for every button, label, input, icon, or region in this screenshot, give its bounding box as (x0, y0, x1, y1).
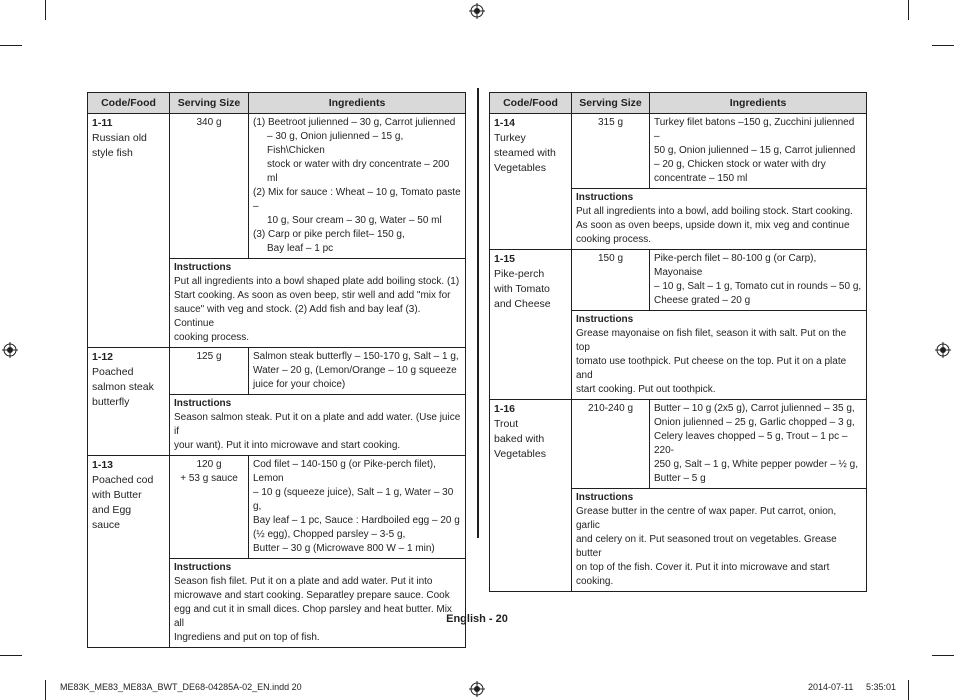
instructions-line: cooking process. (576, 234, 652, 245)
crop-mark (0, 45, 22, 46)
serving-size-cell (572, 400, 650, 489)
ingredient-line: – 20 g, Chicken stock or water with dry (654, 159, 826, 170)
instructions-line: Put all ingredients into a bowl shaped plate add boiling stock. (1) (174, 276, 460, 287)
instructions-line: start cooking. Put out toothpick. (576, 384, 716, 395)
instructions-label: Instructions (174, 398, 232, 409)
recipe-name-line: and Cheese (494, 298, 551, 310)
instructions-line: Grease butter in the centre of wax paper. Put carrot, onion, garlic (576, 506, 837, 531)
header-code-food: Code/Food (490, 93, 572, 114)
recipe-row (88, 114, 466, 259)
ingredient-line: Celery leaves chopped – 5 g, Trout – 1 pc – 220- (654, 431, 848, 456)
recipe-row (88, 348, 466, 395)
header-serving-size: Serving Size (170, 93, 249, 114)
recipe-code-cell (88, 114, 170, 348)
serving-size-line: + 53 g sauce (180, 473, 238, 484)
ingredient-line: – 30 g, Onion julienned – 15 g, Fish\Chicken (267, 131, 404, 156)
crop-mark (45, 0, 46, 20)
registration-mark-icon (469, 3, 485, 19)
instructions-cell (170, 559, 466, 648)
instructions-line: your want). Put it into microwave and start cooking. (174, 440, 401, 451)
recipe-rows (490, 114, 867, 592)
instructions-cell (170, 395, 466, 456)
table-header-row (88, 93, 466, 114)
instructions-label: Instructions (576, 492, 634, 503)
instructions-cell (572, 311, 867, 400)
instructions-line: and celery on it. Put seasoned trout on vegetables. Grease butter (576, 534, 837, 559)
recipe-name-line: Turkey (494, 132, 526, 144)
recipe-code-cell (490, 250, 572, 400)
serving-size-cell (572, 114, 650, 189)
recipe-name-line: Trout (494, 418, 519, 430)
ingredient-line: Butter – 30 g (Microwave 800 W – 1 min) (253, 543, 435, 554)
ingredient-line: 50 g, Onion julienned – 15 g, Carrot julienned (654, 145, 856, 156)
instructions-line: cooking process. (174, 332, 250, 343)
ingredient-line: (1) Beetroot julienned – 30 g, Carrot julienned (253, 117, 456, 128)
recipe-name-line: Poached (92, 366, 134, 378)
crop-mark (932, 655, 954, 656)
recipe-code: 1-11 (92, 117, 113, 129)
instructions-cell (572, 189, 867, 250)
instructions-label: Instructions (576, 192, 634, 203)
recipe-name-line: Poached cod (92, 474, 154, 486)
serving-size-line: 210-240 g (587, 403, 634, 414)
slug-filename: ME83K_ME83_ME83A_BWT_DE68-04285A-02_EN.indd 20 (60, 682, 302, 692)
column-divider (477, 88, 479, 538)
recipe-name-line: sauce (92, 519, 121, 531)
slug-date: 2014-07-11 (808, 682, 854, 692)
recipe-code: 1-13 (92, 459, 114, 471)
instructions-line: sauce" with veg and stock. (2) Add fish and bay leaf (3). Continue (174, 304, 421, 329)
instructions-line: egg and cut it in small dices. Chop parsley and heat butter. Mix all (174, 604, 452, 629)
header-serving-size: Serving Size (572, 93, 650, 114)
ingredients-cell (650, 250, 867, 311)
instructions-line: Season salmon steak. Put it on a plate and add water. (Use juice if (174, 412, 461, 437)
ingredients-cell (650, 400, 867, 489)
header-code-food: Code/Food (88, 93, 170, 114)
ingredient-line: – 10 g (squeeze juice), Salt – 1 g, Water – 30 g, (253, 487, 454, 512)
recipe-code-cell (490, 400, 572, 592)
table-header-row (490, 93, 867, 114)
ingredient-line: Salmon steak butterfly – 150-170 g, Salt – 1 g, (253, 351, 459, 362)
recipe-row (490, 250, 867, 311)
ingredient-line: 10 g, Sour cream – 30 g, Water – 50 ml (267, 215, 442, 226)
instructions-cell (572, 489, 867, 592)
recipe-rows (88, 114, 466, 648)
instructions-line: tomato use toothpick. Put cheese on the top. Put it on a plate and (576, 356, 847, 381)
recipe-name-line: and Egg (92, 504, 132, 516)
recipe-row (490, 114, 867, 189)
ingredient-line: stock or water with dry concentrate – 200 ml (267, 159, 450, 184)
recipe-name-line: style fish (92, 147, 133, 159)
recipe-row (490, 400, 867, 489)
ingredients-cell (249, 348, 466, 395)
ingredient-line: (2) Mix for sauce : Wheat – 10 g, Tomato paste – (253, 187, 461, 212)
crop-mark (0, 655, 22, 656)
recipe-code: 1-16 (494, 403, 516, 415)
ingredient-line: Pike-perch filet – 80-100 g (or Carp), Mayonaise (654, 253, 817, 278)
ingredient-line: Water – 20 g, (Lemon/Orange – 10 g squeeze (253, 365, 457, 376)
ingredient-line: – 10 g, Salt – 1 g, Tomato cut in rounds – 50 g, (654, 281, 862, 292)
recipe-name-line: Vegetables (494, 162, 546, 174)
recipe-name-line: baked with (494, 433, 545, 445)
instructions-line: Season fish filet. Put it on a plate and add water. Put it into (174, 576, 433, 587)
instructions-label: Instructions (174, 562, 232, 573)
ingredients-cell (249, 114, 466, 259)
serving-size-line: 150 g (597, 253, 624, 264)
serving-size-cell (170, 456, 249, 559)
serving-size-line: 315 g (597, 117, 624, 128)
recipe-code: 1-15 (494, 253, 516, 265)
ingredient-line: Cod filet – 140-150 g (or Pike-perch filet), Lemon (253, 459, 436, 484)
serving-size-line: 340 g (196, 117, 222, 128)
instructions-line: Start cooking. As soon as oven beep, stir well and add "mix for (174, 290, 451, 301)
instructions-label: Instructions (576, 314, 634, 325)
recipe-code: 1-14 (494, 117, 516, 129)
serving-size-line: 125 g (196, 351, 222, 362)
recipe-name-line: salmon steak (92, 381, 154, 393)
recipe-name-line: Russian old (92, 132, 147, 144)
serving-size-cell (170, 348, 249, 395)
recipe-table-right (489, 92, 867, 592)
recipe-code-cell (490, 114, 572, 250)
recipe-row (88, 456, 466, 559)
ingredient-line: Turkey filet batons –150 g, Zucchini julienned – (654, 117, 855, 142)
ingredient-line: Onion julienned – 25 g, Garlic chopped – 3 g, (654, 417, 855, 428)
registration-mark-icon (935, 342, 951, 358)
crop-mark (932, 45, 954, 46)
instructions-label: Instructions (174, 262, 232, 273)
ingredient-line: (½ egg), Chopped parsley – 3-5 g, (253, 529, 406, 540)
ingredients-cell (650, 114, 867, 189)
ingredients-cell (249, 456, 466, 559)
instructions-line: Ingrediens and put on top of fish. (174, 632, 320, 643)
ingredient-line: Butter – 10 g (2x5 g), Carrot julienned – 35 g, (654, 403, 855, 414)
header-ingredients: Ingredients (650, 93, 867, 114)
ingredient-line: 250 g, Salt – 1 g, White pepper powder – ½ g, (654, 459, 859, 470)
recipe-code-cell (88, 348, 170, 456)
registration-mark-icon (2, 342, 18, 358)
ingredient-line: Bay leaf – 1 pc, Sauce : Hardboiled egg – 20 g (253, 515, 460, 526)
recipe-code: 1-12 (92, 351, 114, 363)
ingredient-line: Butter – 5 g (654, 473, 706, 484)
recipe-name-line: steamed with (494, 147, 556, 159)
recipe-name-line: butterfly (92, 396, 130, 408)
recipe-name-line: with Butter (92, 489, 142, 501)
crop-mark (908, 680, 909, 700)
slug-time: 5:35:01 (866, 682, 897, 692)
page-number: English - 20 (446, 613, 508, 625)
ingredient-line: concentrate – 150 ml (654, 173, 748, 184)
instructions-cell (170, 259, 466, 348)
crop-mark (45, 680, 46, 700)
serving-size-cell (572, 250, 650, 311)
header-ingredients: Ingredients (249, 93, 466, 114)
instructions-line: Grease mayonaise on fish filet, season it with salt. Put on the top (576, 328, 847, 353)
registration-mark-icon (469, 681, 485, 697)
instructions-line: microwave and start cooking. Separatley prepare sauce. Cook (174, 590, 450, 601)
instructions-line: Put all ingredients into a bowl, add boiling stock. Start cooking. (576, 206, 853, 217)
recipe-name-line: with Tomato (494, 283, 550, 295)
ingredient-line: juice for your choice) (253, 379, 346, 390)
ingredient-line: (3) Carp or pike perch filet– 150 g, (253, 229, 405, 240)
ingredient-line: Bay leaf – 1 pc (267, 243, 334, 254)
recipe-table-left (87, 92, 466, 648)
crop-mark (908, 0, 909, 20)
ingredient-line: Cheese grated – 20 g (654, 295, 751, 306)
serving-size-line: 120 g (196, 459, 222, 470)
instructions-line: As soon as oven beeps, upside down it, mix veg and continue (576, 220, 850, 231)
recipe-name-line: Pike-perch (494, 268, 545, 280)
recipe-name-line: Vegetables (494, 448, 546, 460)
serving-size-cell (170, 114, 249, 259)
instructions-line: on top of the fish. Cover it. Put it into microwave and start cooking. (576, 562, 830, 587)
